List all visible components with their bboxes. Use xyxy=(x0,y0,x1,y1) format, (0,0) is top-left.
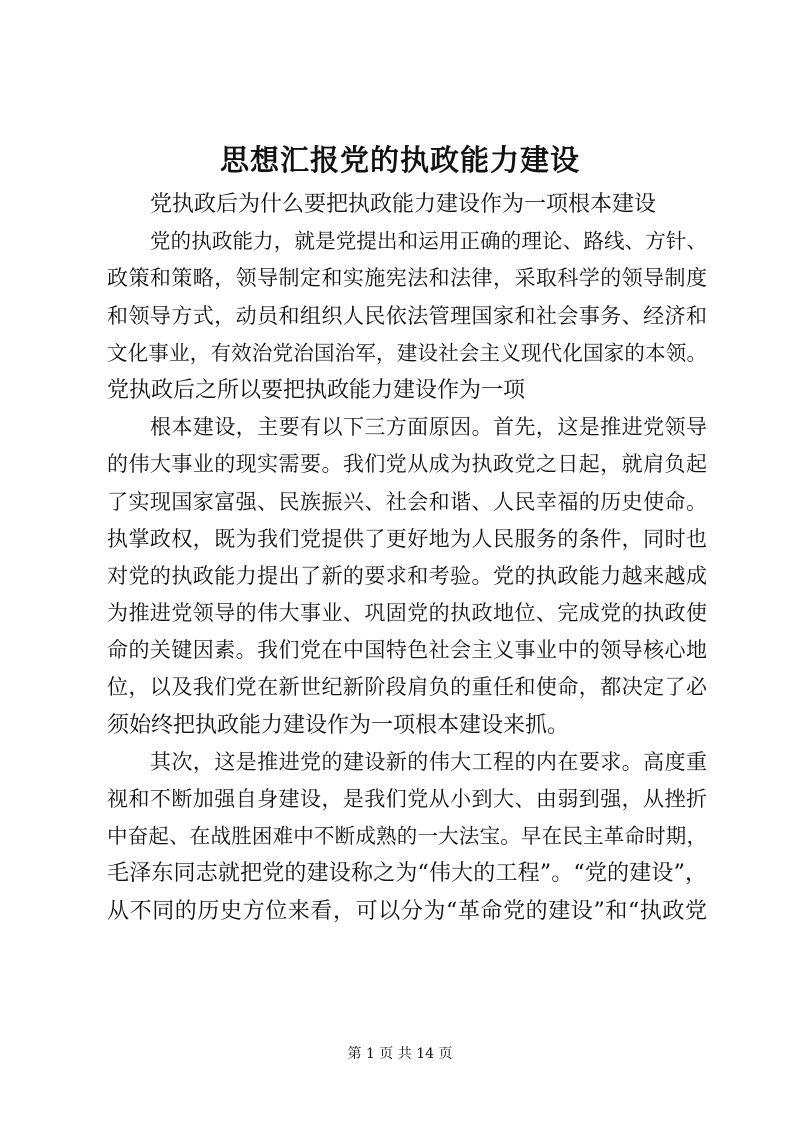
text-line: 对党的执政能力提出了新的要求和考验。党的执政能力越来越成 xyxy=(107,563,707,588)
text-line: 毛泽东同志就把党的建设称之为“伟大的工程”。“党的建设”， xyxy=(107,861,707,887)
text-line: 党执政后为什么要把执政能力建设作为一项根本建设 xyxy=(150,192,657,217)
text-line: 视和不断加强自身建设，是我们党从小到大、由弱到强，从挫折 xyxy=(107,787,707,811)
text-line: 党执政后之所以要把执政能力建设作为一项 xyxy=(107,377,526,403)
text-line: 执掌政权，既为我们党提供了更好地为人民服务的条件，同时也 xyxy=(107,526,707,551)
text-line: 文化事业，有效治党治国治军，建设社会主义现代化国家的本领。 xyxy=(107,340,707,365)
page-footer: 第 1 页 共 14 页 xyxy=(347,1046,453,1062)
text-line: 根本建设，主要有以下三方面原因。首先，这是推进党领导 xyxy=(150,415,707,440)
text-line: 政策和策略，领导制定和实施宪法和法律，采取科学的领导制度 xyxy=(107,266,707,291)
text-line: 和领导方式，动员和组织人民依法管理国家和社会事务、经济和 xyxy=(107,303,707,328)
text-line: 了实现国家富强、民族振兴、社会和谐、人民幸福的历史使命。 xyxy=(107,489,707,514)
text-line: 命的关键因素。我们党在中国特色社会主义事业中的领导核心地 xyxy=(107,638,707,663)
text-line: 位，以及我们党在新世纪新阶段肩负的重任和使命，都决定了必 xyxy=(107,675,707,700)
text-line: 为推进党领导的伟大事业、巩固党的执政地位、完成党的执政使 xyxy=(107,601,707,626)
text-line: 从不同的历史方位来看，可以分为“革命党的建设”和“执政党 xyxy=(107,898,707,924)
text-line: 的伟大事业的现实需要。我们党从成为执政党之日起，就肩负起 xyxy=(107,452,707,477)
text-line: 其次，这是推进党的建设新的伟大工程的内在要求。高度重 xyxy=(150,749,707,774)
text-line: 须始终把执政能力建设作为一项根本建设来抓。 xyxy=(107,712,570,738)
document-title: 思想汇报党的执政能力建设 xyxy=(219,143,580,177)
text-line: 党的执政能力，就是党提出和运用正确的理论、路线、方针、 xyxy=(150,229,707,254)
text-line: 中奋起、在战胜困难中不断成熟的一大法宝。早在民主革命时期， xyxy=(107,824,707,849)
document-body xyxy=(107,186,707,930)
